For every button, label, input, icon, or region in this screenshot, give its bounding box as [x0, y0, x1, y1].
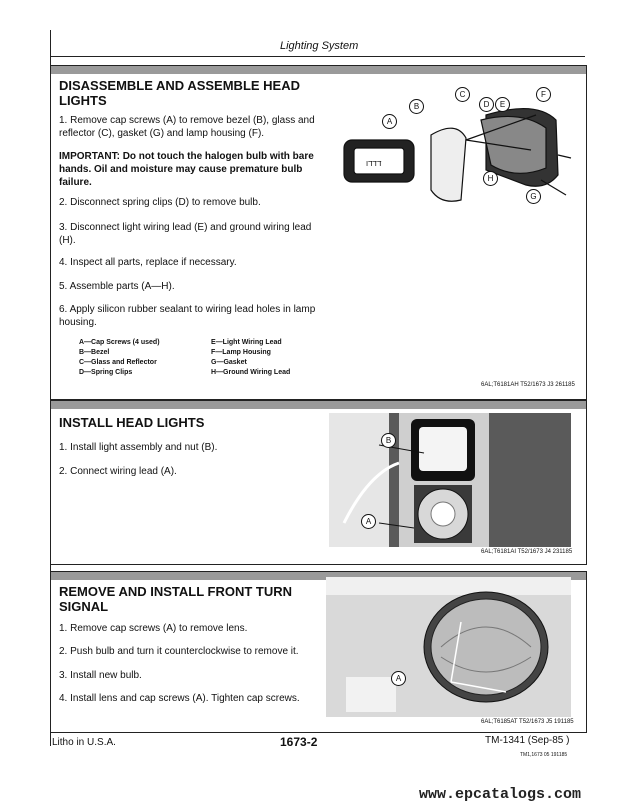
header-rule [50, 56, 585, 57]
photo-id: 6AL;T6181AI T52/1673 J4 231185 [481, 549, 573, 555]
step-5: 5. Assemble parts (A—H). [59, 281, 175, 292]
legend-h: H—Ground Wiring Lead [211, 369, 291, 376]
section-install-head-lights [50, 400, 587, 565]
step-2: 2. Push bulb and turn it counterclockwise to remove it. [59, 646, 299, 657]
step-1: 1. Install light assembly and nut (B). [59, 442, 218, 453]
legend-f: F—Lamp Housing [211, 349, 271, 356]
section-title: REMOVE AND INSTALL FRONT TURN SIGNAL [59, 584, 293, 614]
callout-c: C [455, 87, 470, 102]
step-4: 4. Install lens and cap screws (A). Tighten cap screws. [59, 693, 300, 704]
legend-a: A—Cap Screws (4 used) [79, 339, 160, 346]
step-2: 2. Disconnect spring clips (D) to remove bulb. [59, 197, 261, 208]
footer-right: TM-1341 (Sep-85 ) [485, 735, 570, 746]
step-3: 3. Disconnect light wiring lead (E) and ground wiring lead (H). [59, 222, 312, 246]
legend-c: C—Glass and Reflector [79, 359, 157, 366]
callout-d: D [479, 97, 494, 112]
callout-a: A [391, 671, 406, 686]
step-1: 1. Remove cap screws (A) to remove lens. [59, 623, 248, 634]
step-6: 6. Apply silicon rubber sealant to wiring lead holes in lamp housing. [59, 304, 316, 328]
footer-code: TM1,1673 05 191185 [520, 752, 568, 758]
legend-b: B—Bezel [79, 349, 110, 356]
step-2: 2. Connect wiring lead (A). [59, 466, 177, 477]
legend-e: E—Light Wiring Lead [211, 339, 282, 346]
section-title: INSTALL HEAD LIGHTS [59, 415, 205, 430]
section-front-turn-signal [50, 571, 587, 733]
callout-e: E [495, 97, 510, 112]
callout-h: H [483, 171, 498, 186]
photo-id: 6AL;T6181AH T52/1673 J3 261185 [481, 382, 575, 388]
callout-g: G [526, 189, 541, 204]
callout-a: A [382, 114, 397, 129]
photo-id: 6AL;T6185AT T52/1673 J5 191185 [481, 719, 574, 725]
step-1: 1. Remove cap screws (A) to remove bezel (B), glass and reflector (C), gasket (G) and lamp housing (F). [59, 115, 315, 139]
step-4: 4. Inspect all parts, replace if necessary. [59, 257, 237, 268]
page-number: 1673-2 [280, 735, 318, 749]
svg-text:דדדו: דדדו [366, 159, 382, 168]
callout-b: B [381, 433, 396, 448]
watermark: www.epcatalogs.com [418, 786, 581, 803]
section-bar [51, 66, 586, 74]
callout-f: F [536, 87, 551, 102]
running-head: Lighting System [280, 40, 359, 52]
callout-b: B [409, 99, 424, 114]
step-3: 3. Install new bulb. [59, 670, 142, 681]
footer-left: Litho in U.S.A. [52, 737, 116, 748]
section-title: DISASSEMBLE AND ASSEMBLE HEAD LIGHTS [59, 78, 301, 108]
important-note: IMPORTANT: Do not touch the halogen bulb with bare hands. Oil and moisture may cause premature bulb failure. [59, 151, 314, 188]
section-head-lights-disassembly [50, 65, 587, 400]
section-bar [51, 401, 586, 409]
legend-g: G—Gasket [211, 359, 247, 366]
legend-d: D—Spring Clips [79, 369, 133, 376]
callout-a: A [361, 514, 376, 529]
turn-signal-photo [326, 577, 571, 717]
